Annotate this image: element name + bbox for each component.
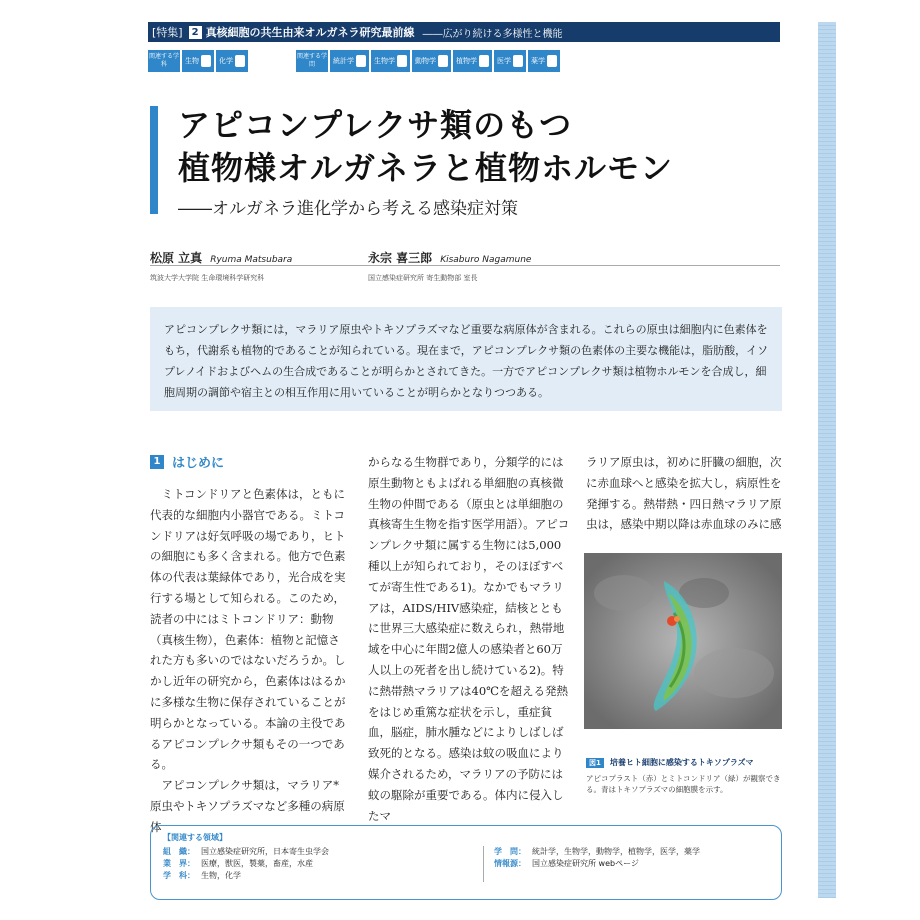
author-2 bbox=[368, 249, 531, 283]
body-paragraph: ミトコンドリアと色素体は，ともに代表的な細胞内小器官である。ミトコンドリアは好気呼吸の場であり，ヒトの細胞にも多く含まれる。他方で色素体の代表は葉緑体であり，光合成を実行する場として知られる。このため，読者の中にはミトコンドリア：動物（真核生物），色素体：植物と記憶された方も多いのではないだろうか。しかし近年の研究から，色素体ははるかに多様な生物に保存されていることが明らかとなっている。本論の主役であるアピコンプレクサ類もその一つである。 bbox=[150, 487, 346, 772]
article-title-line-2: 植物様オルガネラと植物ホルモン bbox=[178, 149, 674, 187]
related-row: 情報源： 国立感染症研究所 webページ bbox=[494, 859, 639, 868]
bird-icon bbox=[438, 55, 448, 67]
body-paragraph: アピコンプレクサ類は，マラリア*原虫やトキソプラズマなど多種の病原体 bbox=[150, 778, 345, 834]
tag-biology: 生物 bbox=[182, 50, 214, 72]
series-subtitle: ――広がり続ける多様性と機能 bbox=[422, 28, 563, 40]
related-row: 学 問： 統計学，生物学，動物学，植物学，医学，薬学 bbox=[494, 847, 700, 856]
section-title: はじめに bbox=[172, 456, 225, 471]
hospital-icon bbox=[513, 55, 523, 67]
tag-biology-science: 生物学 bbox=[371, 50, 410, 72]
article-subtitle: ――オルガネラ進化学から考える感染症対策 bbox=[178, 199, 518, 219]
related-row: 学 科： 生物，化学 bbox=[163, 871, 241, 880]
author-roman-name: Kisaburo Nagamune bbox=[440, 255, 532, 265]
article-title bbox=[178, 104, 673, 190]
tag-group-label: 関連する学科 bbox=[148, 50, 180, 72]
series-header-bar bbox=[148, 22, 780, 42]
body-paragraph: ラリア原虫は，初めに肝臓の細胞，次に赤血球へと感染を拡大し，病原性を発揮する。熱帯熱・四日熱マラリア原虫は，感染中期以降は赤血球のみに感 bbox=[586, 455, 782, 532]
related-fields-box bbox=[150, 825, 782, 900]
author-divider bbox=[150, 265, 780, 266]
body-paragraph: からなる生物群であり，分類学的には原生動物ともよばれる単細胞の真核微生物の仲間である（原虫とは単細胞の真核寄生生物を指す医学用語）。アピコンプレクサ類に属する生物には5,000種以上が知られており，そのほぼすべてが寄生性である1)。なかでもマラリアは，AIDS/HIV感染症，結核とともに世界三大感染症に数えられ，熱帯地域を中心に年間2億人の感染者と60万人以上の死者を出し続けている2)。特に熱帯熱マラリアは40℃を超える発熱をはじめ重篤な症状を示し，重症貧血，脳症，肺水腫などによりしばしば致死的となる。感染は蚊の吸血により媒介されるため，マラリアの予防には蚊の駆除が重要である。体内に侵入したマ bbox=[368, 455, 570, 823]
flask-icon bbox=[235, 55, 245, 67]
related-row: 業 界： 医療，獣医，製薬，畜産，水産 bbox=[163, 859, 313, 868]
tag-statistics: 統計学 bbox=[330, 50, 369, 72]
related-row: 組 織： 国立感染症研究所，日本寄生虫学会 bbox=[163, 847, 329, 856]
article-title-line-1: アピコンプレクサ類のもつ bbox=[178, 106, 573, 144]
leaf-icon bbox=[479, 55, 489, 67]
related-disciplines-tags bbox=[296, 50, 560, 72]
series-title: 真核細胞の共生由来オルガネラ研究最前線 bbox=[205, 26, 415, 39]
tag-medicine: 医学 bbox=[494, 50, 526, 72]
figure-title: 培養ヒト細胞に感染するトキソプラズマ bbox=[609, 758, 754, 767]
author-affiliation: 国立感染症研究所 寄生動物部 室長 bbox=[368, 274, 478, 282]
figure-micrograph bbox=[584, 553, 782, 729]
series-label: [特集] bbox=[152, 26, 183, 39]
figure-number: 図1 bbox=[586, 758, 604, 768]
author-affiliation: 筑波大学大学院 生命環境科学研究科 bbox=[150, 274, 265, 282]
author-roman-name: Ryuma Matsubara bbox=[210, 255, 293, 265]
author-name: 松原 立真 bbox=[150, 251, 203, 265]
series-number: 2 bbox=[189, 26, 202, 39]
related-subjects-tags bbox=[148, 50, 248, 72]
body-column-1 bbox=[150, 484, 350, 838]
insect-icon bbox=[397, 55, 407, 67]
author-1 bbox=[150, 249, 292, 283]
bar-chart-icon bbox=[356, 55, 366, 67]
tag-pharmacy: 薬学 bbox=[528, 50, 560, 72]
tag-group-label: 関連する学問 bbox=[296, 50, 328, 72]
abstract-box: アピコンプレクサ類には，マラリア原虫やトキソプラズマなど重要な病原体が含まれる。これらの原虫は細胞内に色素体をもち，代謝系も植物的であることが知られている。現在まで，アピコンプレクサ類の色素体の主要な機能は，脂肪酸，イソプレノイドおよびヘムの生合成であることが明らかとされてきた。一方でアピコンプレクサ類は植物ホルモンを合成し，細胞周期の調節や宿主との相互作用に用いていることが明らかとなりつつある。 bbox=[150, 307, 782, 411]
figure-description: アピコプラスト（赤）とミトコンドリア（緑）が観察できる。青はトキソプラズマの細胞膜を示す。 bbox=[586, 774, 781, 794]
section-number: 1 bbox=[150, 455, 164, 469]
dna-icon bbox=[201, 55, 211, 67]
section-heading bbox=[150, 452, 224, 471]
page-side-strip bbox=[818, 22, 836, 898]
author-name: 永宗 喜三郎 bbox=[368, 251, 433, 265]
pill-icon bbox=[547, 55, 557, 67]
tag-chemistry: 化学 bbox=[216, 50, 248, 72]
body-column-3 bbox=[586, 452, 782, 535]
tag-zoology: 動物学 bbox=[412, 50, 451, 72]
tag-botany: 植物学 bbox=[453, 50, 492, 72]
body-column-2 bbox=[368, 452, 570, 826]
related-fields-heading: 【関連する領域】 bbox=[163, 833, 227, 842]
toxoplasma-image bbox=[584, 553, 782, 729]
title-accent-bar bbox=[150, 106, 158, 214]
figure-caption bbox=[586, 757, 782, 795]
